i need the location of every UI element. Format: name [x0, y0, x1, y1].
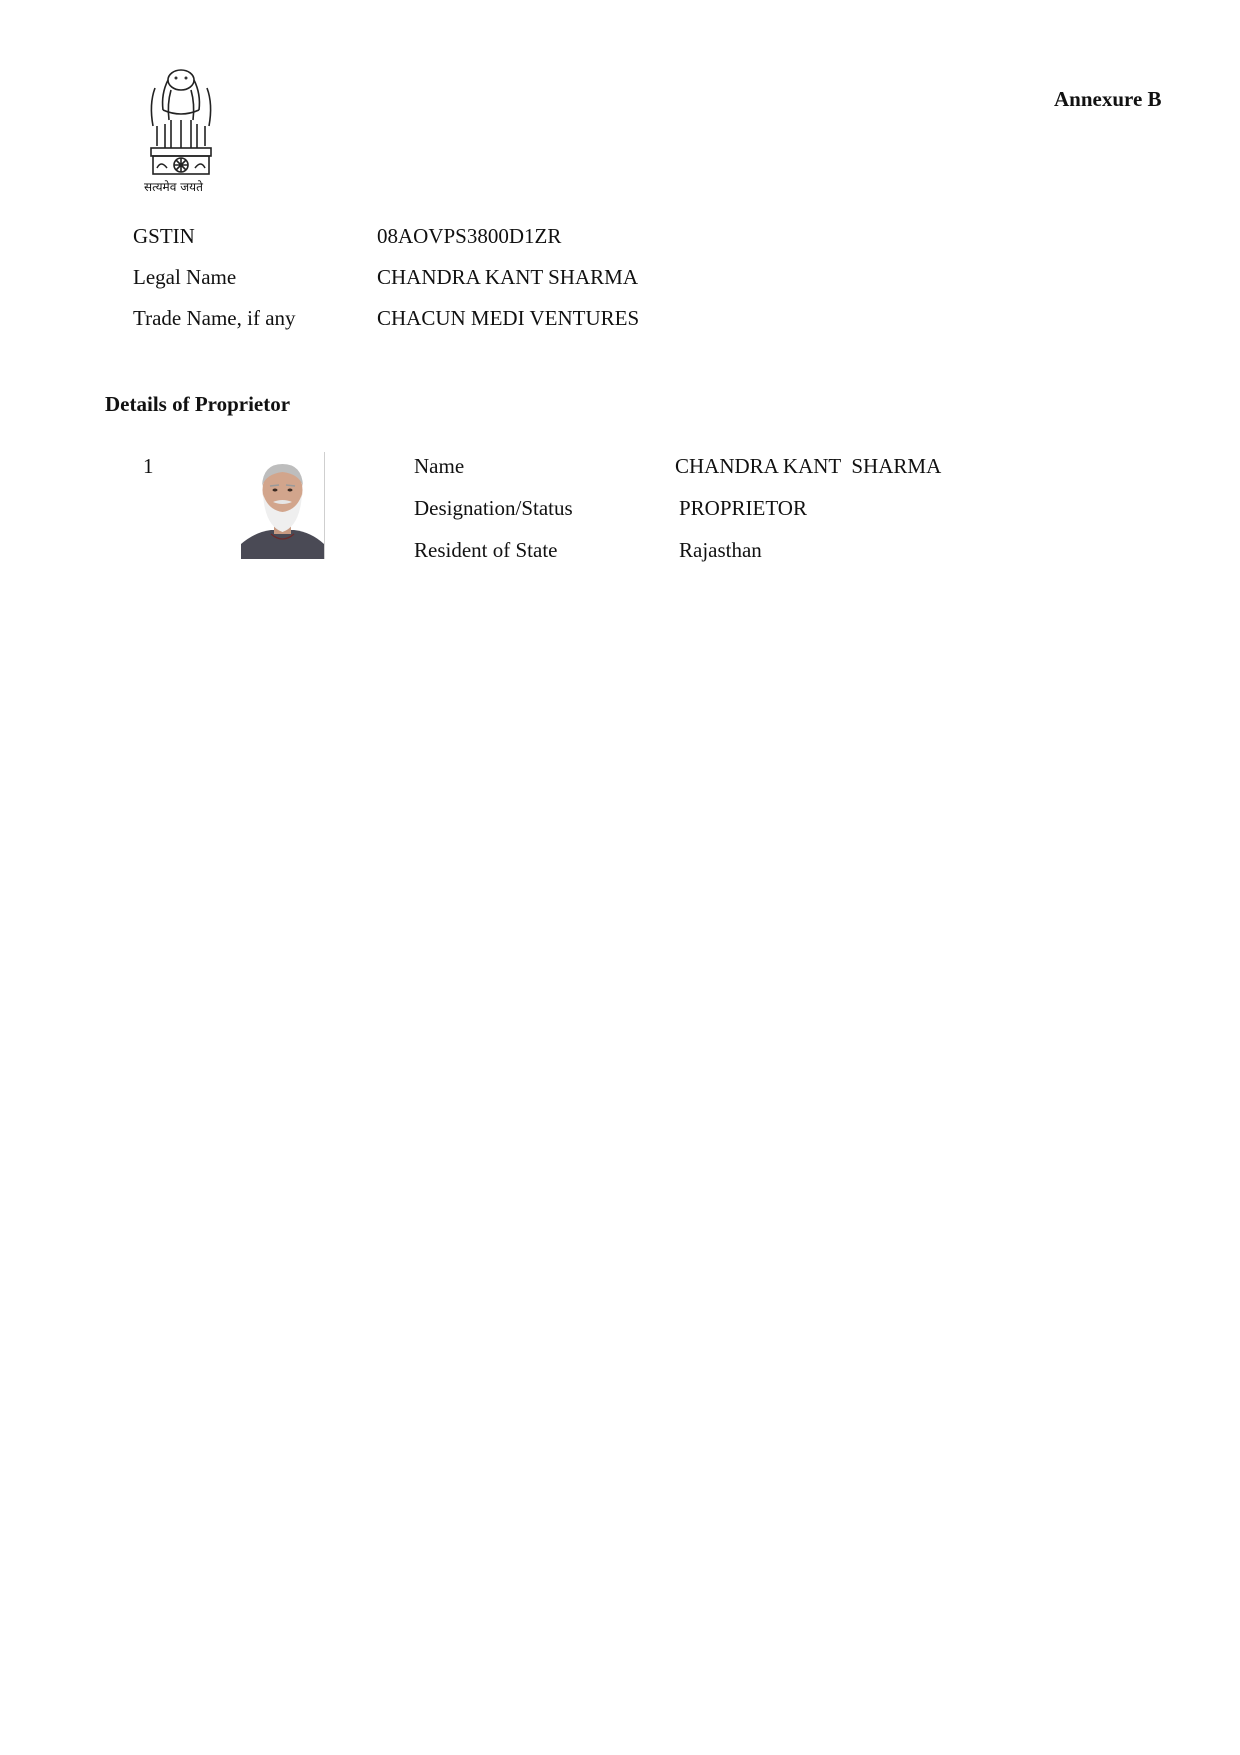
proprietor-photo: [241, 452, 325, 559]
proprietor-name-label: Name: [414, 454, 465, 478]
annexure-label: Annexure B: [1054, 87, 1162, 111]
gstin-label: GSTIN: [133, 224, 195, 248]
emblem-motto: सत्यमेव जयते: [144, 180, 203, 194]
gstin-value: 08AOVPS3800D1ZR: [377, 224, 562, 248]
designation-value: PROPRIETOR: [679, 496, 807, 520]
state-emblem-icon: [141, 64, 221, 194]
trade-name-label: Trade Name, if any: [133, 306, 296, 330]
legal-name-label: Legal Name: [133, 265, 237, 289]
legal-name-value: CHANDRA KANT SHARMA: [377, 265, 638, 289]
section-heading: Details of Proprietor: [105, 392, 291, 416]
proprietor-name-value: CHANDRA KANT SHARMA: [675, 454, 942, 478]
proprietor-serial: 1: [143, 454, 154, 478]
resident-state-value: Rajasthan: [679, 538, 762, 562]
resident-state-label: Resident of State: [414, 538, 558, 562]
trade-name-value: CHACUN MEDI VENTURES: [377, 306, 640, 330]
designation-label: Designation/Status: [414, 496, 573, 520]
